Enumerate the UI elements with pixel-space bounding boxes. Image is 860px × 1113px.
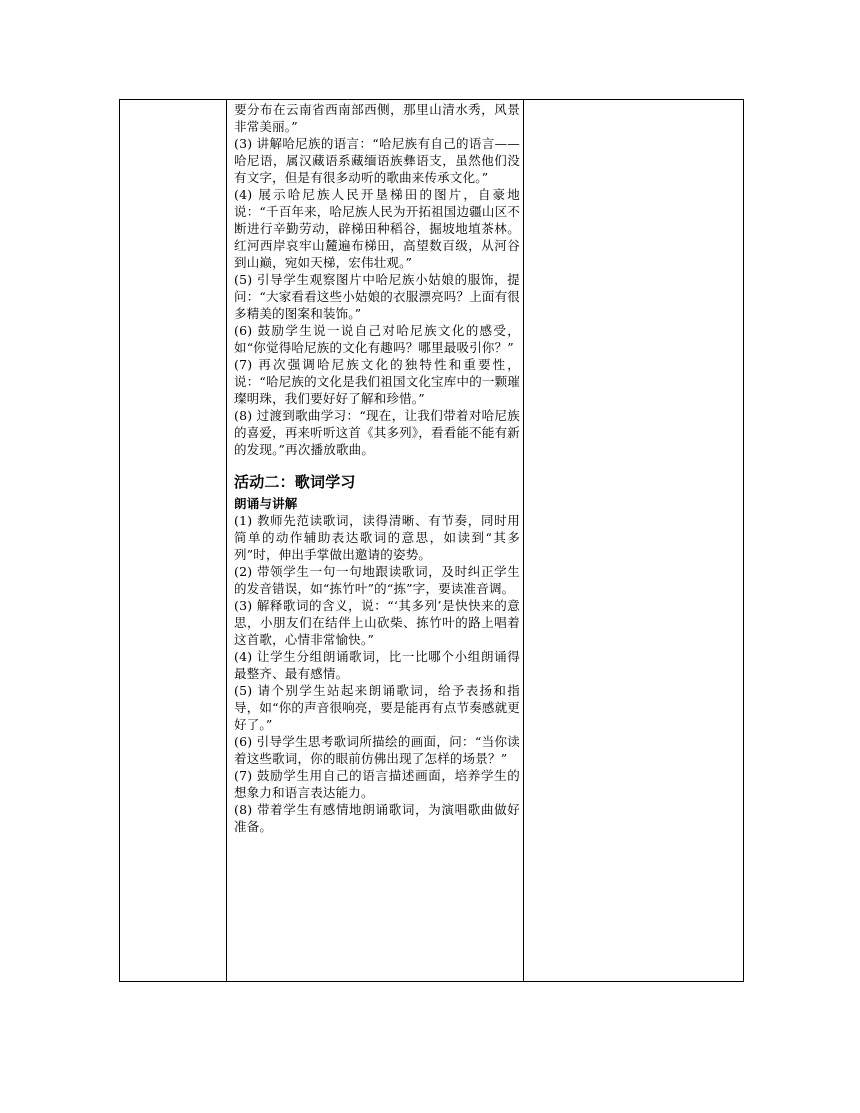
- activity-one-paragraph: (4) 展示哈尼族人民开垦梯田的图片，自豪地说：“千百年来，哈尼族人民为开拓祖国边疆山区不断进行辛勤劳动，辟梯田种稻谷，掘坡地埴茶林。红河西岸哀牢山麓遍布梯田，高望数百级，从河谷到山巅，宛如天梯，宏伟壮观。”: [234, 187, 520, 270]
- activity-one-paragraph: (8) 过渡到歌曲学习：“现在，让我们带着对哈尼族的喜爱，再来听听这首《其多列》，看看能不能有新的发现。”再次播放歌曲。: [234, 408, 520, 457]
- activity-one-paragraph: (5) 引导学生观察图片中哈尼族小姑娘的服饰，提问：“大家看看这些小姑娘的衣服漂亮吗？上面有很多精美的图案和装饰。”: [234, 272, 520, 321]
- left-column-cell: [120, 100, 227, 982]
- lesson-plan-table: [119, 99, 744, 982]
- activity-one-paragraph: 要分布在云南省西南部西侧，那里山清水秀，风景非常美丽。”: [234, 102, 520, 134]
- activity-two-paragraph: (1) 教师先范读歌词，读得清晰、有节奏，同时用简单的动作辅助表达歌词的意思，如读到“其多列”时，伸出手掌做出邀请的姿势。: [234, 513, 520, 562]
- activity-two-paragraph: (5) 请个别学生站起来朗诵歌词，给予表扬和指导，如“你的声音很响亮，要是能再有点节奏感就更好了。”: [234, 683, 520, 732]
- activity-two-paragraph: (6) 引导学生思考歌词所描绘的画面，问：“当你读着这些歌词，你的眼前仿佛出现了怎样的场景？”: [234, 734, 520, 766]
- activity-two-paragraph: (8) 带着学生有感情地朗诵歌词，为演唱歌曲做好准备。: [234, 802, 520, 834]
- activity-two-heading: 活动二：歌词学习: [234, 473, 356, 491]
- activity-two-paragraph: (3) 解释歌词的含义，说：“‘其多列’是快快来的意思，小朋友们在结伴上山砍柴、拣竹叶的路上唱着这首歌，心情非常愉快。”: [234, 598, 520, 647]
- activity-two-paragraph: (7) 鼓励学生用自己的语言描述画面，培养学生的想象力和语言表达能力。: [234, 768, 520, 800]
- activity-two-paragraph: (2) 带领学生一句一句地跟读歌词，及时纠正学生的发音错误，如“拣竹叶”的“拣”字，要读准音调。: [234, 564, 520, 596]
- notes-column-cell: [524, 100, 744, 982]
- lesson-content: [227, 100, 523, 835]
- table-row: [120, 100, 744, 982]
- activity-one-paragraph: (7) 再次强调哈尼族文化的独特性和重要性，说：“哈尼族的文化是我们祖国文化宝库中的一颗璀璨明珠，我们要好好了解和珍惜。”: [234, 357, 520, 406]
- activity-two-paragraph: (4) 让学生分组朗诵歌词，比一比哪个小组朗诵得最整齐、最有感情。: [234, 649, 520, 681]
- content-column-cell: [227, 100, 524, 982]
- activity-one-paragraph: (6) 鼓励学生说一说自己对哈尼族文化的感受，如“你觉得哈尼族的文化有趣吗？哪里最吸引你？”: [234, 323, 520, 355]
- activity-two-subheading: 朗诵与讲解: [234, 496, 298, 511]
- activity-one-paragraph: (3) 讲解哈尼族的语言：“哈尼族有自己的语言——哈尼语，属汉藏语系藏缅语族彝语支，虽然他们没有文字，但是有很多动听的歌曲来传承文化。”: [234, 136, 520, 185]
